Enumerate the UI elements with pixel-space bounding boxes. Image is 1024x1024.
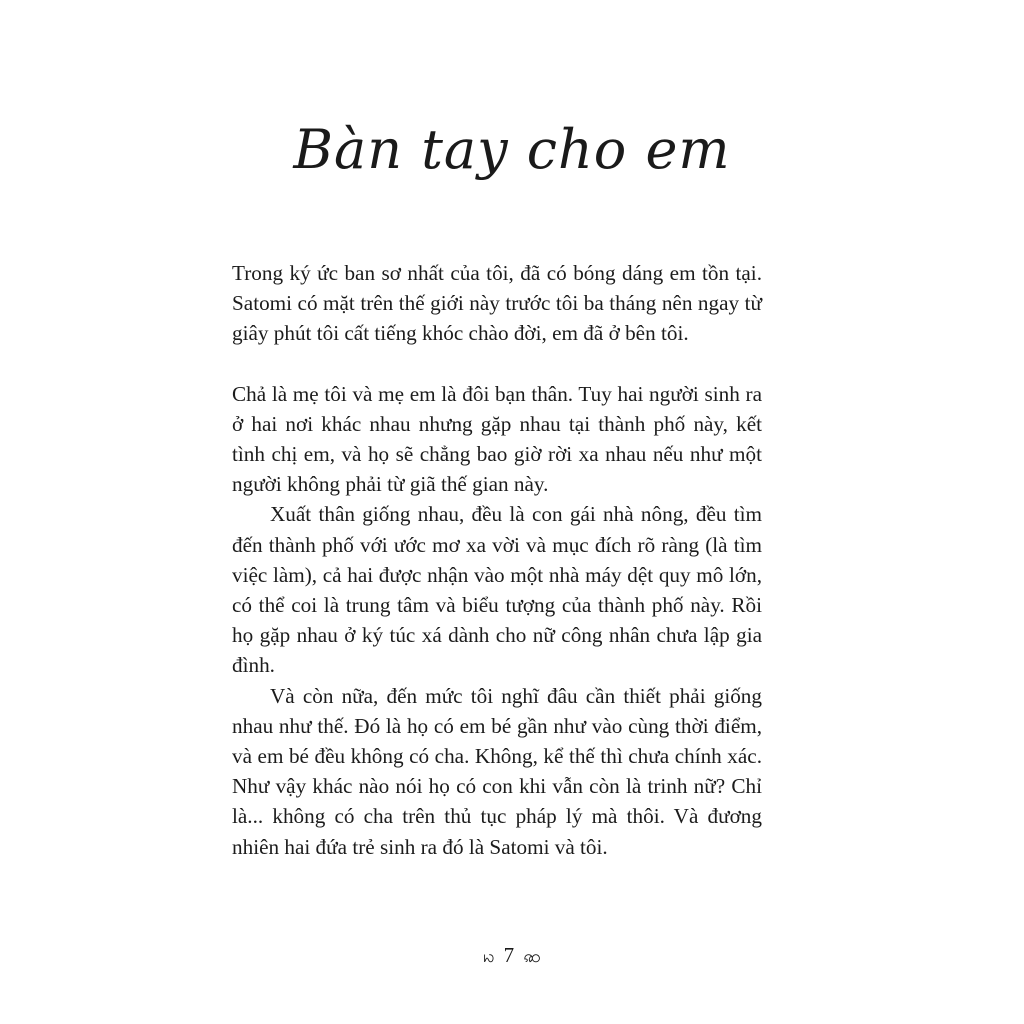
page-footer <box>0 943 1024 971</box>
paragraph-1: Trong ký ức ban sơ nhất của tôi, đã có bóng dáng em tồn tại. Satomi có mặt trên thế giới này trước tôi ba tháng nên ngay từ giây phút tôi cất tiếng khóc chào đời, em đã ở bên tôi. <box>232 261 762 346</box>
paragraph-4: Và còn nữa, đến mức tôi nghĩ đâu cần thiết phải giống nhau như thế. Đó là họ có em bé gần như vào cùng thời điểm, và em bé đều không có cha. Không, kể thế thì chưa chính xác. Như vậy khác nào nói họ có con khi vẫn còn là trinh nữ? Chỉ là... không có cha trên thủ tục pháp lý mà thôi. Và đương nhiên hai đứa trẻ sinh ra đó là Satomi và tôi. <box>232 683 762 859</box>
paragraph-2: Chả là mẹ tôi và mẹ em là đôi bạn thân. Tuy hai người sinh ra ở hai nơi khác nhau nhưng gặp nhau tại thành phố này, kết tình chị em, và họ sẽ chẳng bao giờ rời xa nhau nếu như một người không phải từ giã thế gian này. <box>232 381 762 497</box>
paragraph-3: Xuất thân giống nhau, đều là con gái nhà nông, đều tìm đến thành phố với ước mơ xa vời và mục đích rõ ràng (là tìm việc làm), cả hai được nhận vào một nhà máy dệt quy mô lớn, có thể coi là trung tâm và biểu tượng của thành phố này. Rồi họ gặp nhau ở ký túc xá dành cho nữ công nhân chưa lập gia đình. <box>232 502 762 678</box>
ornament-left-icon: ꩢ <box>483 946 495 966</box>
ornament-right-icon: ꩣ <box>523 946 541 966</box>
chapter-title: Bàn tay cho em <box>293 118 731 181</box>
body-text <box>232 258 762 862</box>
page-number: 7 <box>503 943 515 967</box>
